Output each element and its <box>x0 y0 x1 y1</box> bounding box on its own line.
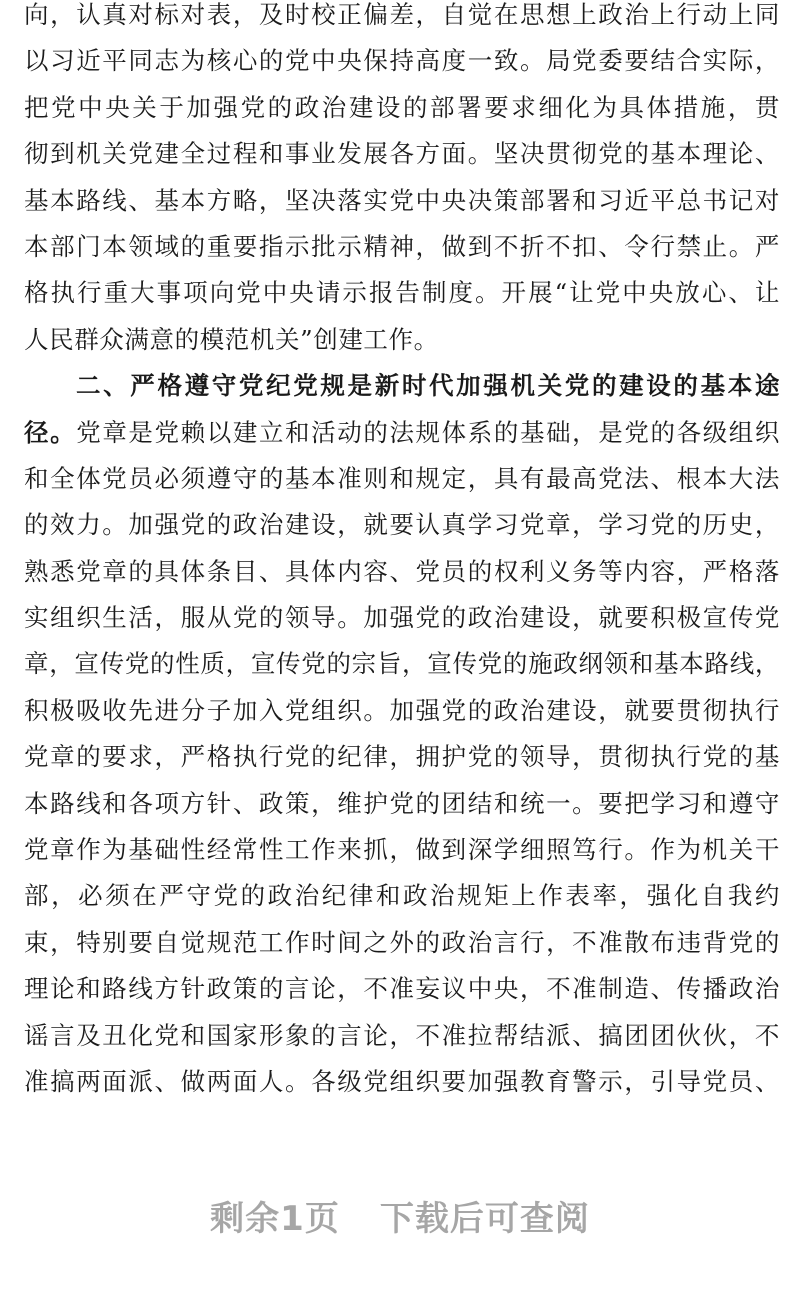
paragraph-line: 本部门本领域的重要指示批示精神，做到不折不扣、令行禁止。严 <box>24 231 780 261</box>
paragraph-line: 以习近平同志为核心的党中央保持高度一致。局党委要结合实际， <box>24 46 780 76</box>
paragraph-line: 谣言及丑化党和国家形象的言论，不准拉帮结派、搞团团伙伙，不 <box>24 1020 780 1050</box>
paragraph-line: 束，特别要自觉规范工作时间之外的政治言行，不准散布违背党的 <box>24 927 780 957</box>
section-heading-end: 径。 <box>24 417 77 447</box>
paragraph-line: 实组织生活，服从党的领导。加强党的政治建设，就要积极宣传党 <box>24 603 780 633</box>
paragraph-line: 章，宣传党的性质，宣传党的宗旨，宣传党的施政纲领和基本路线， <box>24 649 780 679</box>
paragraph-line: 党章作为基础性经常性工作来抓，做到深学细照笃行。作为机关干 <box>24 835 780 865</box>
section-heading: 二、严格遵守党纪党规是新时代加强机关党的建设的基本途 <box>76 371 780 401</box>
paragraph-line: 本路线和各项方针、政策，维护党的团结和统一。要把学习和遵守 <box>24 788 780 818</box>
paragraph-line: 彻到机关党建全过程和事业发展各方面。坚决贯彻党的基本理论、 <box>24 139 780 169</box>
paragraph-line: 理论和路线方针政策的言论，不准妄议中央，不准制造、传播政治 <box>24 974 780 1004</box>
paragraph-line: 部，必须在严守党的政治纪律和政治规矩上作表率，强化自我约 <box>24 881 780 911</box>
download-banner[interactable] <box>0 1185 800 1245</box>
remaining-pages-label[interactable]: 剩余1页 <box>210 1198 340 1239</box>
paragraph-line: 格执行重大事项向党中央请示报告制度。开展“让党中央放心、让 <box>24 278 780 308</box>
paragraph-line: 党章的要求，严格执行党的纪律，拥护党的领导，贯彻执行党的基 <box>24 742 780 772</box>
paragraph-line: 基本路线、基本方略，坚决落实党中央决策部署和习近平总书记对 <box>24 185 780 215</box>
paragraph-text: 党章是党赖以建立和活动的法规体系的基础，是党的各级组织 <box>76 417 780 447</box>
section-heading-continuation <box>24 410 780 456</box>
paragraph-line: 熟悉党章的具体条目、具体内容、党员的权利义务等内容，严格落 <box>24 556 780 586</box>
paragraph-line: 和全体党员必须遵守的基本准则和规定，具有最高党法、根本大法 <box>24 463 780 493</box>
paragraph-line: 准搞两面派、做两面人。各级党组织要加强教育警示，引导党员、 <box>24 1066 780 1096</box>
document-body <box>24 0 780 1105</box>
paragraph-line: 的效力。加强党的政治建设，就要认真学习党章，学习党的历史， <box>24 510 780 540</box>
paragraph-line: 人民群众满意的模范机关”创建工作。 <box>24 324 439 354</box>
paragraph-line: 把党中央关于加强党的政治建设的部署要求细化为具体措施，贯 <box>24 92 780 122</box>
paragraph-line: 向，认真对标对表，及时校正偏差，自觉在思想上政治上行动上同 <box>24 0 780 29</box>
paragraph-line: 积极吸收先进分子加入党组织。加强党的政治建设，就要贯彻执行 <box>24 695 780 725</box>
download-prompt-label[interactable]: 下载后可查阅 <box>379 1198 590 1239</box>
